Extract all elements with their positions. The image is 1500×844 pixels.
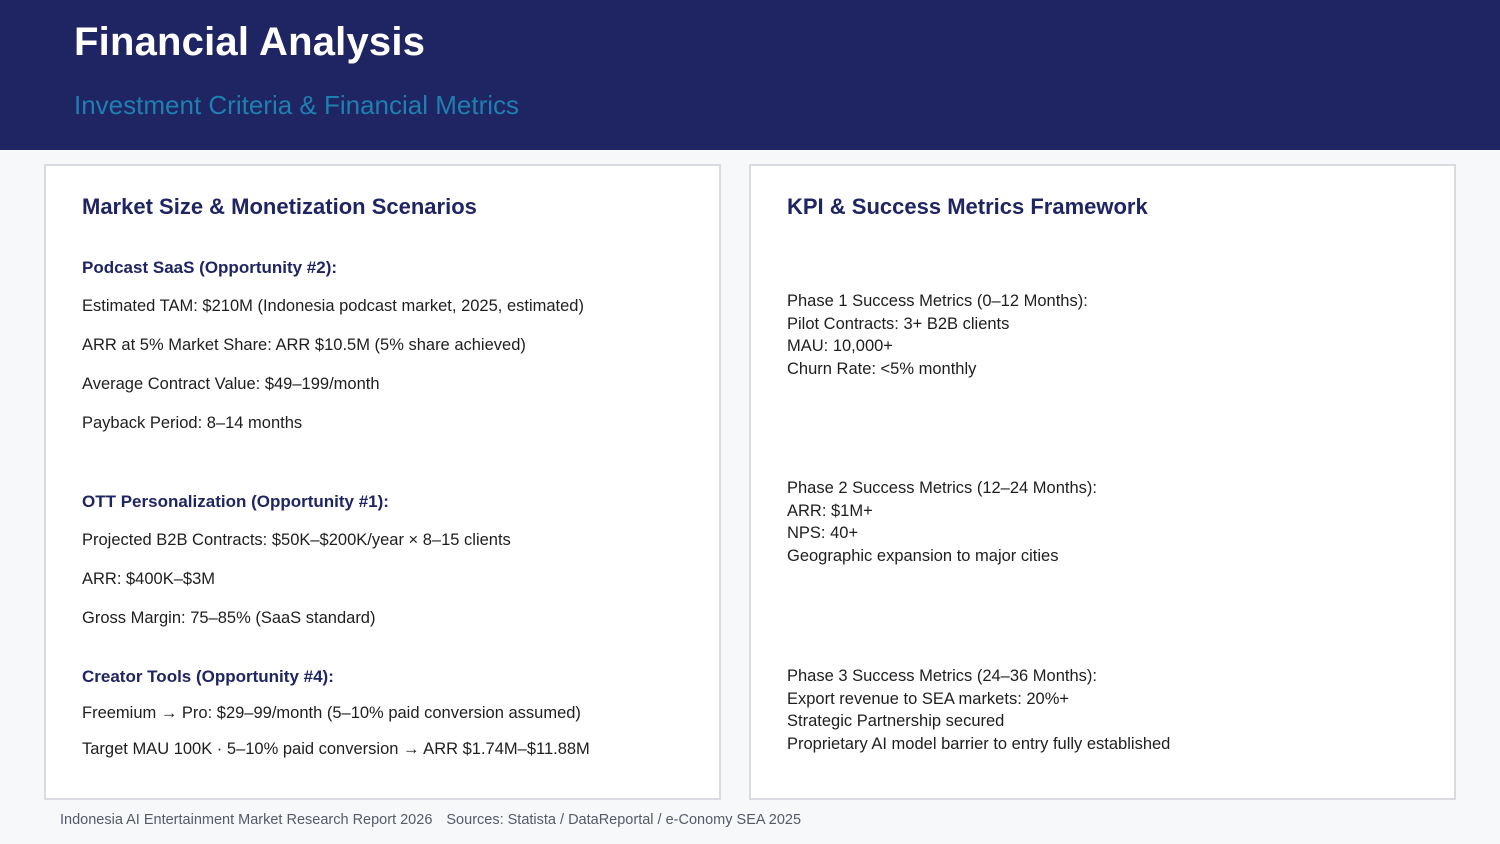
phase-1-metric: Churn Rate: <5% monthly <box>787 360 977 379</box>
footer-report-name: Indonesia AI Entertainment Market Research Report 2026 <box>60 812 433 828</box>
creator-freemium-line: Freemium → Pro: $29–99/month (5–10% paid conversion assumed) <box>82 704 581 722</box>
phase-1-block <box>787 290 1088 381</box>
market-size-panel <box>44 164 721 800</box>
phase-3-metric: Strategic Partnership secured <box>787 712 1005 731</box>
phase-1-metric: MAU: 10,000+ <box>787 337 893 356</box>
phase-1-heading: Phase 1 Success Metrics (0–12 Months): <box>787 292 1088 310</box>
podcast-payback-line: Payback Period: 8–14 months <box>82 414 303 432</box>
footer-sources: Sources: Statista / DataReportal / e-Conomy SEA 2025 <box>446 812 802 828</box>
phase-3-metric: Export revenue to SEA markets: 20%+ <box>787 689 1070 708</box>
phase-2-metric: Geographic expansion to major cities <box>787 547 1059 566</box>
phase-1-metric: Pilot Contracts: 3+ B2B clients <box>787 314 1010 333</box>
kpi-framework-panel-title: KPI & Success Metrics Framework <box>787 194 1148 219</box>
market-size-panel-title: Market Size & Monetization Scenarios <box>82 194 477 219</box>
creator-tools-heading: Creator Tools (Opportunity #4): <box>82 667 334 686</box>
header-bar <box>0 0 1500 150</box>
podcast-tam-line: Estimated TAM: $210M (Indonesia podcast market, 2025, estimated) <box>82 297 584 315</box>
podcast-saas-heading: Podcast SaaS (Opportunity #2): <box>82 258 338 277</box>
podcast-arr-line: ARR at 5% Market Share: ARR $10.5M (5% share achieved) <box>82 336 526 354</box>
phase-3-metric: Proprietary AI model barrier to entry fully established <box>787 735 1171 754</box>
ott-personalization-heading: OTT Personalization (Opportunity #1): <box>82 492 389 511</box>
ott-contracts-line: Projected B2B Contracts: $50K–$200K/year × 8–15 clients <box>82 531 511 549</box>
creator-mau-line: Target MAU 100K · 5–10% paid conversion → ARR $1.74M–$11.88M <box>82 740 590 758</box>
ott-arr-line: ARR: $400K–$3M <box>82 570 215 588</box>
footer <box>60 812 801 828</box>
page-title: Financial Analysis <box>74 20 426 64</box>
phase-2-heading: Phase 2 Success Metrics (12–24 Months): <box>787 479 1097 497</box>
phase-2-metric: NPS: 40+ <box>787 524 859 543</box>
phase-3-heading: Phase 3 Success Metrics (24–36 Months): <box>787 667 1097 685</box>
ott-margin-line: Gross Margin: 75–85% (SaaS standard) <box>82 609 376 627</box>
phase-2-metric: ARR: $1M+ <box>787 501 873 520</box>
kpi-framework-panel <box>749 164 1456 800</box>
phase-2-block <box>787 477 1097 568</box>
phase-3-block <box>787 665 1170 756</box>
page-subtitle: Investment Criteria & Financial Metrics <box>74 90 520 120</box>
podcast-acv-line: Average Contract Value: $49–199/month <box>82 375 380 393</box>
